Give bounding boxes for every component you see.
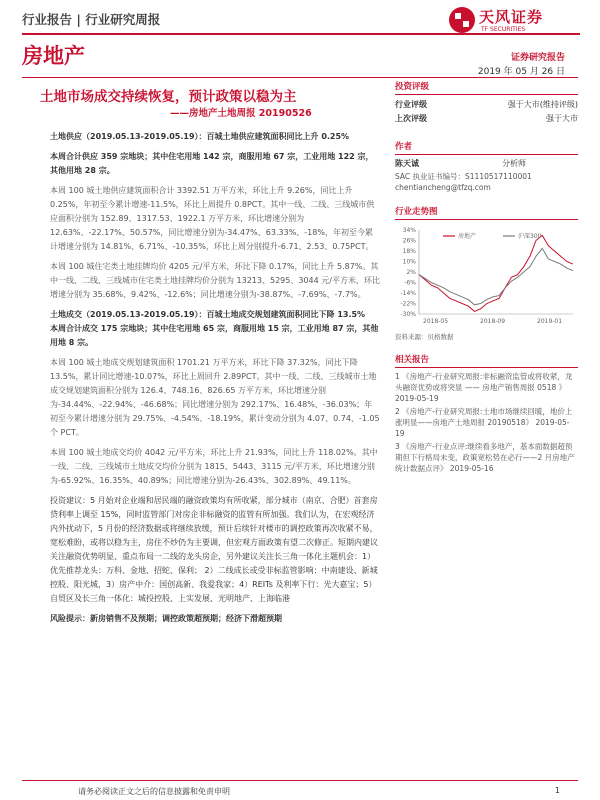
author-email[interactable]: chentiancheng@tfzq.com bbox=[395, 183, 491, 192]
deal-summary: 本周合计成交 175 宗地块；其中住宅用地 65 宗，商服用地 15 宗，工业用地 87 宗，其他用地 8 宗。 bbox=[50, 324, 379, 347]
logo-icon bbox=[447, 5, 477, 35]
industry-trend-chart bbox=[395, 222, 578, 326]
main-body bbox=[50, 130, 380, 626]
x-tick-label: 2018-05 bbox=[423, 318, 449, 325]
chart-heading: 行业走势图 bbox=[395, 207, 438, 217]
y-tick-label: 26% bbox=[402, 237, 416, 245]
report-category: 行业报告 | 行业研究周报 bbox=[22, 12, 161, 27]
title-rule bbox=[22, 77, 578, 78]
y-tick-label: 10% bbox=[402, 258, 416, 266]
author-role: 分析师 bbox=[502, 159, 526, 168]
logo-subtitle: TF SECURITIES bbox=[481, 26, 526, 33]
rating-heading: 投资评级 bbox=[395, 82, 430, 92]
y-tick-label: -14% bbox=[400, 290, 416, 297]
sidebar bbox=[395, 80, 578, 476]
author-cert: SAC 执业证书编号：S1110517110001 bbox=[395, 172, 532, 181]
industry-rating-label: 行业评级 bbox=[395, 100, 427, 109]
page-number: 1 bbox=[554, 786, 560, 795]
footer-disclaimer: 请务必阅读正文之后的信息披露和免责申明 bbox=[78, 787, 230, 796]
footer-rule bbox=[22, 780, 578, 781]
y-tick-label: -22% bbox=[400, 300, 416, 308]
sector-title: 房地产 bbox=[22, 44, 85, 68]
legend-label-1: 房地产 bbox=[458, 233, 477, 240]
x-tick-label: 2018-09 bbox=[480, 318, 506, 325]
prev-rating-value: 强于大市 bbox=[546, 114, 578, 123]
logo-name: 天风证券 bbox=[479, 8, 544, 26]
industry-rating-value: 强于大市(维持评级) bbox=[507, 100, 578, 109]
y-tick-label: 34% bbox=[402, 227, 416, 234]
related-report-1[interactable]: 1 《房地产-行业研究周报:非标融资监管或将收紧，龙头融资优势或将突显 —— 房地产销售周报 0518 》 2019-05-19 bbox=[395, 372, 573, 403]
deal-price-paragraph: 本周 100 城土地成交均价 4042 元/平方米，环比上升 21.93%，同比上升 118.02%。其中一线、二线、三线城市土地成交均价分别为 1815、5443、3115 元/平方米，环比增速分别为-65.92%、16.35%、40.89%；同比增速分别为-26.43%、302.89%、49.11%。 bbox=[50, 448, 378, 485]
supply-heading: 土地供应（2019.05.13-2019.05.19）：百城土地供应建筑面积同比上升 0.25% bbox=[50, 132, 350, 141]
investment-advice: 投资建议：5 月始对企业端和居民端的融资政策均有所收紧，部分城市（南京、合肥）首套房贷利率上调至 15%，同时监管部门对房企非标融资的监管有所加强。我们认为，在宏观经济内外扰动下，5 月份的经济数据或将继续放缓，预计后续针对楼市的调控政策再次收紧不易，宽松难盼，或将以稳为主，房住不炒仍为主要调，但宏观方面政策有望二次修正。短期内建议关注融资优势明显、重点布局一二线的龙头房企，另外建议关注长三角一体化主题机会：1）优先推荐龙头：万科、金地、招蛇、保利； 2）二线成长或受非标监管影响：中南建设、新城控股、阳光城，3）房产中介：国创高新、我爱我家；4）REITs 及利率下行：光大嘉宝；5）自贸区及长三角一体化：城投控股、上实发展、光明地产、上海临港 bbox=[50, 496, 378, 603]
series-line-1 bbox=[419, 235, 573, 311]
report-type: 证券研究报告 bbox=[510, 53, 565, 63]
header-rule bbox=[22, 33, 580, 35]
author-heading: 作者 bbox=[395, 142, 413, 152]
supply-price-paragraph: 本周 100 城住宅类土地挂牌均价 4205 元/平方米，环比下降 0.17%，同比上升 5.87%。其中一线、二线、三线城市住宅类土地挂牌均价分别为 13213、5295、3044 元/平方米，环比增速分别为 35.68%、9.42%、-12.6%；同比增速分别为-38.87%、-7.69%、-7.7%。 bbox=[50, 262, 380, 299]
risk-warning: 风险提示：新房销售不及预期；调控政策超预期；经济下滑超预期 bbox=[50, 614, 282, 623]
deal-area-paragraph: 本周 100 城土地成交规划建筑面积 1701.21 万平方米，环比下降 37.32%，同比下降 13.5%，累计同比增速-10.07%，环比上周回升 2.89PCT。其中一线、二线、三线城市土地成交规划建筑面积分别为 126.4、748.16、826.65 万平方米，环比增速分别为-34.44%、-22.94%、-46.68%；同比增速分别为 292.17%、16.48%、-36.03%；年初至今累计增速分别为 29.75%、-4.54%、-18.19%，累计变动分别为 4.07、0.74、-1.05 个 PCT。 bbox=[50, 358, 380, 437]
related-report-3[interactable]: 3 《房地产-行业点评:继续看多地产，基本面数据超预期但下行格局未变，政策宽松势在必行——2 月房地产统计数据点评》 2019-05-16 bbox=[395, 442, 575, 473]
series-line-2 bbox=[419, 248, 573, 304]
supply-summary: 本周合计供应 359 宗地块；其中住宅用地 142 宗，商服用地 67 宗，工业用地 122 宗，其他用地 28 宗。 bbox=[50, 152, 374, 175]
x-tick-label: 2019-01 bbox=[537, 318, 563, 325]
related-report-2[interactable]: 2 《房地产-行业研究周报:土地市场继续回暖，地价上涨明显——房地产土地周报 20190518》 2019-05-19 bbox=[395, 407, 573, 438]
prev-rating-label: 上次评级 bbox=[395, 114, 427, 123]
chart-source: 资料来源：贝格数据 bbox=[395, 333, 454, 341]
report-title: 土地市场成交持续恢复，预计政策以稳为主 bbox=[40, 89, 297, 105]
legend-label-2: 沪深300 bbox=[518, 233, 542, 240]
report-subtitle: ——房地产土地周报 20190526 bbox=[170, 108, 312, 119]
y-tick-label: -30% bbox=[400, 311, 416, 318]
author-name: 陈天诚 bbox=[395, 159, 419, 168]
y-tick-label: 18% bbox=[402, 248, 416, 255]
deal-heading: 土地成交（2019.05.13-2019.05.19）：百城土地成交规划建筑面积同比下降 13.5% bbox=[50, 310, 366, 319]
related-heading: 相关报告 bbox=[395, 355, 430, 365]
supply-area-paragraph: 本周 100 城土地供应建筑面积合计 3392.51 万平方米，环比上升 9.26%，同比上升 0.25%，年初至今累计增速-11.5%，环比上周提升 0.8PCT。其中一线、二线、三线城市供应面积分别为 152.89、1317.53、1922.1 万平方米，环比增速分别为 12.63%、-22.17%、50.57%，同比增速分别为-34.47%、63.33%、-18%，年初至今累计增速分别为 14.81%、6.71%、-10.35%，环比上周分别提升-6.71、2.53、0.75PCT。 bbox=[50, 186, 375, 251]
related-reports bbox=[395, 371, 578, 474]
y-tick-label: 2% bbox=[406, 269, 416, 276]
report-date: 2019 年 05 月 26 日 bbox=[477, 67, 565, 77]
y-tick-label: -6% bbox=[404, 279, 416, 287]
